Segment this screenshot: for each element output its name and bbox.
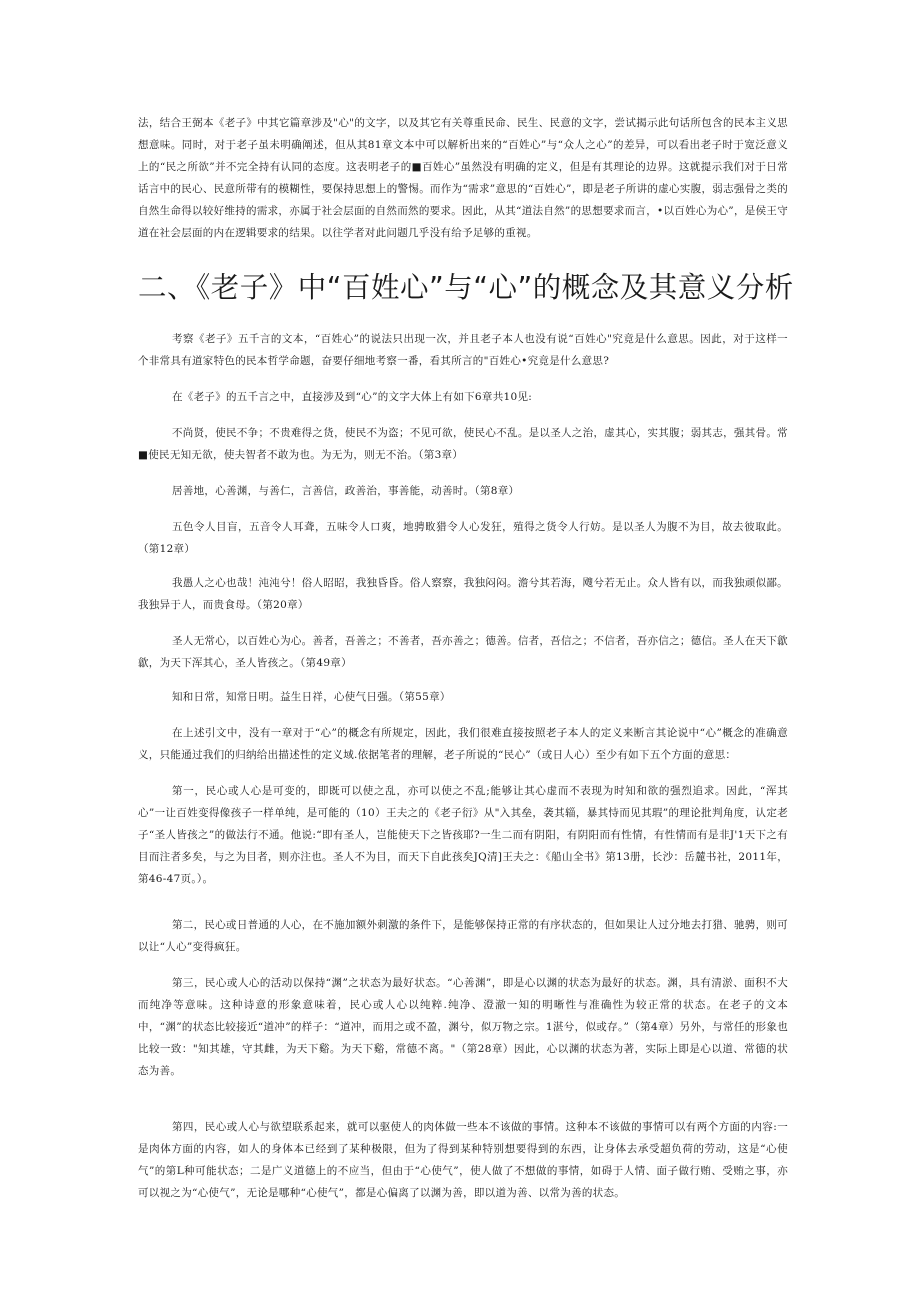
quote-chapter-55: 知和日常，知常日明。益生日祥，心使气日强。（第55章） xyxy=(172,691,451,703)
quote-chapter-49: 圣人无常心，以百姓心为心。善者，吾善之；不善者，吾亦善之；德善。信者，吾信之；不信者，吾亦信之；德信。圣人在天下歙歙，为天下浑其心，圣人皆孩之。（第49章） xyxy=(138,635,788,669)
paragraph-point-two: 第二，民心或日普通的人心，在不施加额外刺激的条件下，是能够保持正常的有序状态的，但如果让人过分地去打猎、驰骋，则可以让“人心”变得疯狂。 xyxy=(138,919,788,953)
section-heading: 二、《老子》中“百姓心”与“心”的概念及其意义分析 xyxy=(138,271,794,304)
paragraph-point-three: 第三，民心或人心的活动以保持“渊”之状态为最好状态。“心善渊”，即是心以渊的状态为最好的状态。渊，具有清淤、面积不大而纯净等意味。这种诗意的形象意味着，民心或人心以纯粹.纯净、澄澈一知的明晰性与准确性为较正常的状态。在老子的文本中，“渊”的状态比较接近“道冲”的样子：“道冲，而用之或不盈，渊兮，似万物之宗。1湛兮，似或存。”（第4章）另外，与常任的形象也比较一致："知其雄，守其雌，为天下谿。为天下谿，常德不离。"（第28章）因此，心以渊的状态为著，实际上即是心以道、常德的状态为善。 xyxy=(138,977,788,1077)
paragraph-analysis-intro: 在上述引文中，没有一章对于“心”的概念有所规定，因此，我们很难直接按照老子本人的定义来断言其论说中“心”概念的准确意义，只能通过我们的归纳给出描述性的定义域.依据笔者的理解，老子所说的“民心”（或日人心）至少有如下五个方面的意思： xyxy=(138,727,788,761)
paragraph-point-one: 第一，民心或人心是可变的，即既可以使之乱，亦可以使之不乱;能够让其心虚而不表现为时知和欲的强烈追求。因此，“浑其心”一让百姓变得像孩子一样单纯，是可能的（10）王夫之的《老子衍》从"入其垒，袭其辎，暴其恃而见其瑕”的理论批判角度，认定老子“圣人皆孩之”的做法行不通。他说:“即有圣人，岂能使天下之皆孩耶?一生二而有阴阳，有阴阳而有性情，有性情而有是非J'1天下之有目而注者多矣，与之为目者，则亦注也。圣人不为目，而天下自此孩矣JQ清]王夫之：《船山全书》第13册，长沙：岳麓书社，2011年，第46-47页。）。 xyxy=(138,785,788,885)
quote-chapter-12: 五色令人目盲，五音令人耳聋，五味令人口爽，地骋畋猎令人心发狂，殖得之货令人行妨。是以圣人为腹不为目，故去彼取此。（第12章） xyxy=(138,521,788,555)
quote-chapter-8: 居善地，心善渊，与善仁，言善信，政善治，事善能，动善时。（第8章） xyxy=(172,485,520,497)
paragraph-examine-text: 考察《老子》五千言的文本，“百姓心”的说法只出现一次，并且老子本人也没有说“百姓心"究竟是什么意思。因此，对于这样一个非常具有道家特色的民本哲学命题，奋要仔细地考察一番，看其所言的"百姓心•究竟是什么意思? xyxy=(138,333,788,367)
quote-chapter-3: 不尚贤，使民不争；不贵难得之货，使民不为盗；不见可欲，使民心不乱。是以圣人之治，虚其心，实其腹；弱其志，强其骨。常■使民无知无欲，使夫智者不敢为也。为无为，则无不治。（第3章） xyxy=(138,427,788,461)
paragraph-xin-occurrences: 在《老子》的五千言之中，直接涉及到“心”的文字大体上有如下6章共10见: xyxy=(172,391,533,403)
paragraph-intro-continued: 法，结合王弼本《老子》中其它篇章涉及"心"的文字，以及其它有关尊重民命、民生、民意的文字，尝试揭示此句话所包含的民本主义思想意味。同时，对于老子虽未明确阐述，但从其81章文本中可以解析出来的“百姓心”与“众人之心”的差异，可以看出老子时于宽泛意义上的“民之所欲”并不完全持有认同的态度。这表明老子的■百姓心”虽然没有明确的定义，但是有其理论的边界。这就提示我们对于日常话言中的民心、民意所带有的模糊性，要保持思想上的警惕。而作为“需求”意思的“百姓心”，即是老子所讲的虚心实腹，弱志强骨之类的自然生命得以较好维持的需求，亦属于社会层面的自然而然的要求。因此，从其“道法自然”的思想要求而言，•以百姓心为心”，是侯王守道在社会层面的内在逻辑要求的结果。以往学者对此问题几乎没有给予足够的重视。 xyxy=(138,117,788,239)
paragraph-point-four: 第四，民心或人心与欲望联系起来，就可以驱使人的肉体做一些本不该做的事情。这种本不该做的事情可以有两个方面的内容:一是肉体方面的内容，如人的身体本已经到了某种极限，但为了得到某种特别想要得到的东西，让身体去承受超负荷的劳动，这是“心使气”的第L种可能状态；二是广义道德上的不应当，但由于“心使气”，使人做了不想做的事情，如碍于人情、面子做行贿、受贿之事，亦可以视之为“心使气”，无论是哪种“心使气”，都是心偏离了以渊为善，即以道为善、以常为善的状态。 xyxy=(138,1121,788,1199)
quote-chapter-20: 我愚人之心也哉！沌沌兮！俗人昭昭，我独昏昏。俗人察察，我独闷闷。澹兮其若海，飕兮若无止。众人皆有以，而我独顽似鄙。我独异于人，而贵食母。（第20章） xyxy=(138,577,788,611)
